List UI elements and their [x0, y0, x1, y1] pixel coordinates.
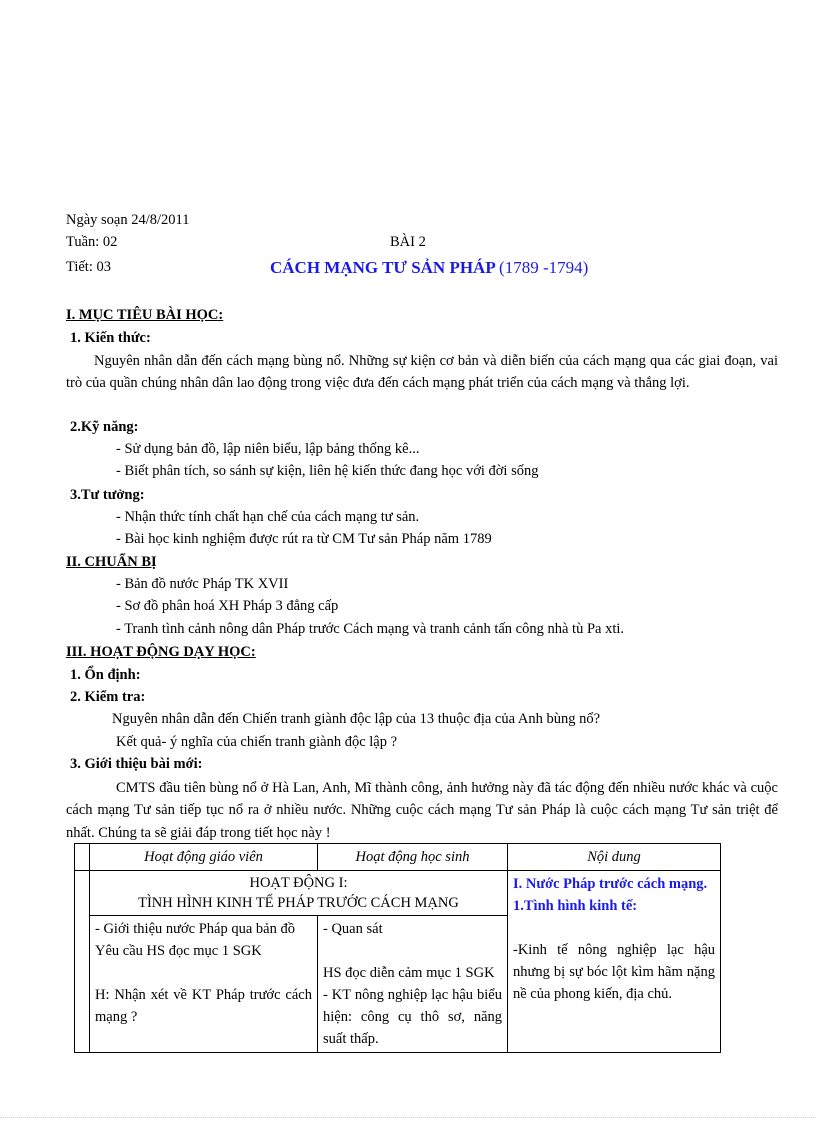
activity-title-cell	[90, 871, 508, 916]
knowledge-paragraph	[66, 350, 778, 395]
teacher-item: - Giới thiệu nước Pháp qua bản đồ	[95, 921, 295, 937]
skill-item: - Biết phân tích, so sánh sự kiện, liên hệ kiến thức đang học với đời sống	[116, 463, 539, 479]
page-bottom-border	[0, 1117, 816, 1118]
header-content: Nội dung	[508, 844, 721, 871]
intro-heading: 3. Giới thiệu bài mới:	[70, 756, 203, 772]
stabilize-heading: 1. Ổn định:	[70, 667, 141, 683]
student-item: - Quan sát	[323, 921, 383, 937]
lesson-label: BÀI 2	[390, 234, 426, 250]
table-margin-cell	[75, 871, 90, 1053]
activity-title: HOẠT ĐỘNG I:	[249, 875, 348, 891]
section1-heading: I. MỤC TIÊU BÀI HỌC:	[66, 307, 224, 323]
lesson-title	[270, 258, 588, 278]
activity-table	[74, 843, 721, 1053]
thought-item: - Nhận thức tính chất hạn chế của cách mạng tư sản.	[116, 509, 420, 525]
teacher-cell	[90, 916, 318, 1053]
table-header-row	[75, 844, 721, 871]
check-heading: 2. Kiểm tra:	[70, 689, 146, 705]
prep-item: - Sơ đồ phân hoá XH Pháp 3 đẳng cấp	[116, 598, 339, 614]
thought-item: - Bài học kinh nghiệm được rút ra từ CM Tư sản Pháp năm 1789	[116, 531, 492, 547]
date-line: Ngày soạn 24/8/2011	[66, 212, 190, 228]
activity-subtitle: TÌNH HÌNH KINH TẾ PHÁP TRƯỚC CÁCH MẠNG	[138, 895, 459, 911]
prep-item: - Tranh tình cảnh nông dân Pháp trước Cách mạng và tranh cảnh tấn công nhà tù Pa xti.	[116, 621, 625, 637]
teacher-item: H: Nhận xét về KT Pháp trước cách mạng ?	[95, 987, 312, 1025]
table-margin-cell	[75, 844, 90, 871]
skill-item: - Sử dụng bản đồ, lập niên biểu, lập bảng thống kê...	[116, 441, 420, 457]
thought-heading: 3.Tư tưởng:	[70, 487, 145, 503]
section3-heading: III. HOẠT ĐỘNG DẠY HỌC:	[66, 644, 256, 660]
content-text: -Kinh tế nông nghiệp lạc hậu nhưng bị sự bóc lột kìm hãm nặng nề của phong kiến, địa chủ.	[513, 942, 715, 1002]
content-cell	[508, 871, 721, 1053]
intro-text: CMTS đầu tiên bùng nổ ở Hà Lan, Anh, Mĩ thành công, ảnh hưởng này đã tác động đến nhiều nước khác và cuộc cách mạng Tư sản tiếp tục nổ ra ở nhiều nước. Những cuộc cách mạng Tư sản Pháp là cuộc cách mạng Tư sản triệt để nhất. Chúng ta sẽ giải đáp trong tiết học này !	[66, 780, 778, 841]
knowledge-heading: 1. Kiến thức:	[70, 330, 151, 346]
prep-item: - Bản đồ nước Pháp TK XVII	[116, 576, 289, 592]
content-heading: I. Nước Pháp trước cách mạng.	[513, 876, 708, 892]
content-subheading: 1.Tình hình kinh tế:	[513, 898, 638, 914]
period-line: Tiết: 03	[66, 259, 111, 275]
header-student: Hoạt động học sinh	[318, 844, 508, 871]
knowledge-text: Nguyên nhân dẫn đến cách mạng bùng nổ. Những sự kiện cơ bản và diễn biến của cách mạng qua các giai đoạn, vai trò của quần chúng nhân dân lao động trong việc đưa đến cách mạng phát triển của cách mạng và thắng lợi.	[66, 353, 778, 392]
header-teacher: Hoạt động giáo viên	[90, 844, 318, 871]
check-question: Kết quả- ý nghĩa của chiến tranh giành độc lập ?	[116, 734, 398, 750]
lesson-title-main: CÁCH MẠNG TƯ SẢN PHÁP	[270, 258, 495, 277]
table-activity-row	[75, 871, 721, 916]
student-item: HS đọc diễn cảm mục 1 SGK	[323, 965, 495, 981]
lesson-title-years: (1789 -1794)	[499, 258, 589, 277]
student-item: - KT nông nghiệp lạc hậu biểu hiện: công cụ thô sơ, năng suất thấp.	[323, 987, 502, 1047]
check-question: Nguyên nhân dẫn đến Chiến tranh giành độc lập của 13 thuộc địa của Anh bùng nổ?	[112, 711, 601, 727]
intro-paragraph	[66, 777, 778, 844]
teacher-item: Yêu cầu HS đọc mục 1 SGK	[95, 943, 262, 959]
section2-heading: II. CHUẨN BỊ	[66, 554, 157, 570]
student-cell	[318, 916, 508, 1053]
week-line: Tuần: 02	[66, 234, 118, 250]
skills-heading: 2.Kỹ năng:	[70, 419, 139, 435]
